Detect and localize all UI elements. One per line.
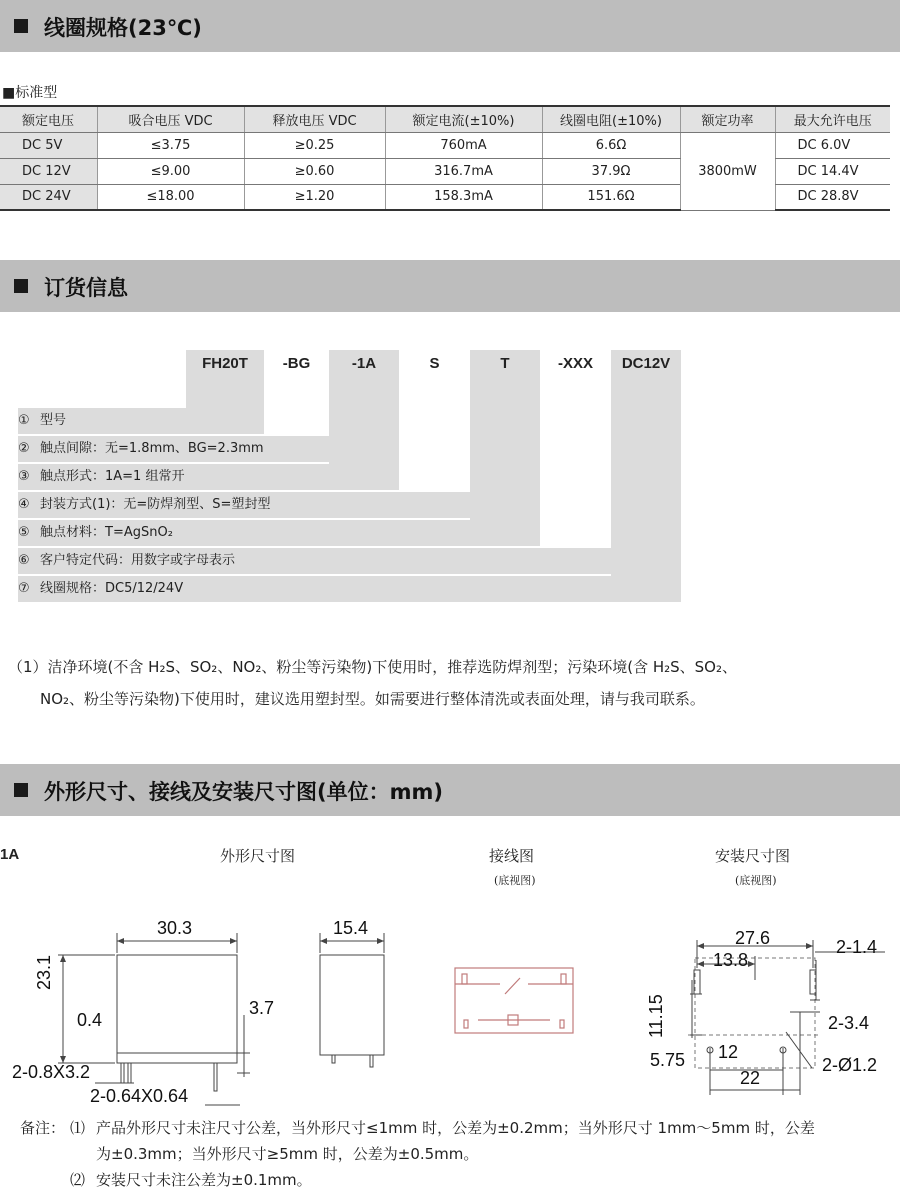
remark-number: ⑵ xyxy=(70,1171,86,1187)
square-bullet-icon xyxy=(14,783,28,797)
order-note-line2: NO₂、粉尘等污染物)下使用时，建议选用塑封型。如需要进行整体清洗或表面处理，请与我司联系。 xyxy=(40,690,705,708)
square-bullet-icon xyxy=(14,279,28,293)
table-cell: DC 6.0V xyxy=(775,132,890,158)
item-number: ④ xyxy=(18,497,30,512)
dim-label: 5.75 xyxy=(650,1050,686,1070)
voltage-cell: DC 12V xyxy=(0,158,97,184)
table-cell: 158.3mA xyxy=(385,184,542,210)
dim-label: 12 xyxy=(718,1042,739,1062)
table-cell: DC 14.4V xyxy=(775,158,890,184)
wiring-subcaption: (底视图) xyxy=(494,874,536,887)
mount-subcaption: (底视图) xyxy=(735,874,777,887)
dim-label: 30.3 xyxy=(157,918,193,938)
item-number: ① xyxy=(18,413,30,428)
table-cell: 151.6Ω xyxy=(542,184,680,210)
table-cell: 316.7mA xyxy=(385,158,542,184)
header-cell: 最大允许电压 xyxy=(775,106,890,132)
item-text: 封装方式(1)：无=防焊剂型、S=塑封型 xyxy=(40,497,271,512)
table-cell: 6.6Ω xyxy=(542,132,680,158)
voltage-cell: DC 24V xyxy=(0,184,97,210)
item-number: ⑤ xyxy=(18,525,30,540)
coil-section-header xyxy=(0,0,900,52)
header-cell: 额定功率 xyxy=(680,106,775,132)
table-cell: ≥0.60 xyxy=(244,158,385,184)
table-header-row xyxy=(0,106,890,132)
table-row xyxy=(0,132,890,158)
order-item xyxy=(18,520,540,546)
table-cell: ≥0.25 xyxy=(244,132,385,158)
gap-code: -BG xyxy=(282,355,311,372)
header-cell: 额定电流(±10%) xyxy=(385,106,542,132)
dim-label: 2-0.64X0.64 xyxy=(90,1086,189,1106)
order-section-title: 订货信息 xyxy=(44,276,128,300)
package-code: S xyxy=(429,355,440,372)
dim-label: 22 xyxy=(740,1068,761,1088)
order-item xyxy=(18,464,399,490)
order-section-header xyxy=(0,260,900,312)
dim-label: 0.4 xyxy=(77,1010,103,1030)
dim-section-title: 外形尺寸、接线及安装尺寸图(单位：mm) xyxy=(44,780,443,804)
dim-label: 2-3.4 xyxy=(828,1013,870,1033)
dim-section-header xyxy=(0,764,900,816)
remark-1-line1: 产品外形尺寸未注尺寸公差，当外形尺寸≤1mm 时，公差为±0.2mm；当外形尺寸 1mm～5mm 时，公差 xyxy=(96,1119,815,1137)
dim-label: 13.8 xyxy=(713,950,749,970)
table-cell: 760mA xyxy=(385,132,542,158)
coil-code: DC12V xyxy=(621,355,671,372)
order-item xyxy=(18,408,264,434)
header-cell: 释放电压 VDC xyxy=(244,106,385,132)
table-cell: ≥1.20 xyxy=(244,184,385,210)
remark-number: ⑴ xyxy=(70,1119,86,1137)
order-item xyxy=(18,576,681,602)
item-text: 触点材料：T=AgSnO₂ xyxy=(40,525,173,540)
dim-label: 2-0.8X3.2 xyxy=(12,1062,91,1082)
order-item xyxy=(18,492,470,518)
dim-label: 2-1.4 xyxy=(836,937,878,957)
table-cell: DC 28.8V xyxy=(775,184,890,210)
order-item xyxy=(18,548,611,574)
item-number: ③ xyxy=(18,469,30,484)
order-note-line1: （1）洁净环境(不含 H₂S、SO₂、NO₂、粉尘等污染物)下使用时，推荐选防焊剂型；污染环境(含 H₂S、SO₂、 xyxy=(8,658,737,676)
dim-label: 15.4 xyxy=(333,918,369,938)
remark-2: 安装尺寸未注公差为±0.1mm。 xyxy=(96,1171,312,1187)
mount-caption: 安装尺寸图 xyxy=(715,847,791,865)
variant-label: 1A xyxy=(0,846,20,863)
remark-1-line2: 为±0.3mm；当外形尺寸≥5mm 时，公差为±0.5mm。 xyxy=(96,1145,479,1163)
wiring-caption: 接线图 xyxy=(489,847,535,865)
item-text: 触点间隙：无=1.8mm、BG=2.3mm xyxy=(40,441,264,456)
standard-type-label: ■标准型 xyxy=(2,85,58,101)
dim-label: 11.15 xyxy=(646,994,666,1038)
code-strip xyxy=(611,350,681,602)
item-text: 线圈规格：DC5/12/24V xyxy=(40,581,184,596)
table-cell: ≤18.00 xyxy=(97,184,244,210)
dim-label: 3.7 xyxy=(249,998,275,1018)
item-number: ⑥ xyxy=(18,553,30,568)
code-strip xyxy=(470,350,540,546)
item-number: ② xyxy=(18,441,30,456)
outline-front-drawing xyxy=(0,905,270,1115)
header-cell: 额定电压 xyxy=(0,106,97,132)
table-cell: ≤3.75 xyxy=(97,132,244,158)
coil-spec-table xyxy=(0,105,890,211)
header-cell: 吸合电压 VDC xyxy=(97,106,244,132)
item-number: ⑦ xyxy=(18,581,30,596)
power-cell: 3800mW xyxy=(680,132,775,210)
item-text: 触点形式：1A=1 组常开 xyxy=(40,469,185,484)
table-cell: 37.9Ω xyxy=(542,158,680,184)
dim-label: 27.6 xyxy=(735,928,771,948)
remarks-label: 备注： xyxy=(20,1119,66,1137)
model-code: FH20T xyxy=(202,355,248,372)
material-code: T xyxy=(500,355,510,372)
table-cell: ≤9.00 xyxy=(97,158,244,184)
item-text: 客户特定代码：用数字或字母表示 xyxy=(40,553,236,568)
coil-section-title: 线圈规格(23℃) xyxy=(44,16,202,40)
contact-form-code: -1A xyxy=(351,355,377,372)
item-text: 型号 xyxy=(40,413,67,428)
customer-code: -XXX xyxy=(557,355,593,372)
order-item xyxy=(18,436,329,462)
dim-label: 23.1 xyxy=(34,954,54,990)
outline-caption: 外形尺寸图 xyxy=(220,847,296,865)
square-bullet-icon xyxy=(14,19,28,33)
dim-label: 2-Ø1.2 xyxy=(822,1055,878,1075)
wiring-diagram xyxy=(450,960,580,1040)
header-cell: 线圈电阻(±10%) xyxy=(542,106,680,132)
voltage-cell: DC 5V xyxy=(0,132,97,158)
